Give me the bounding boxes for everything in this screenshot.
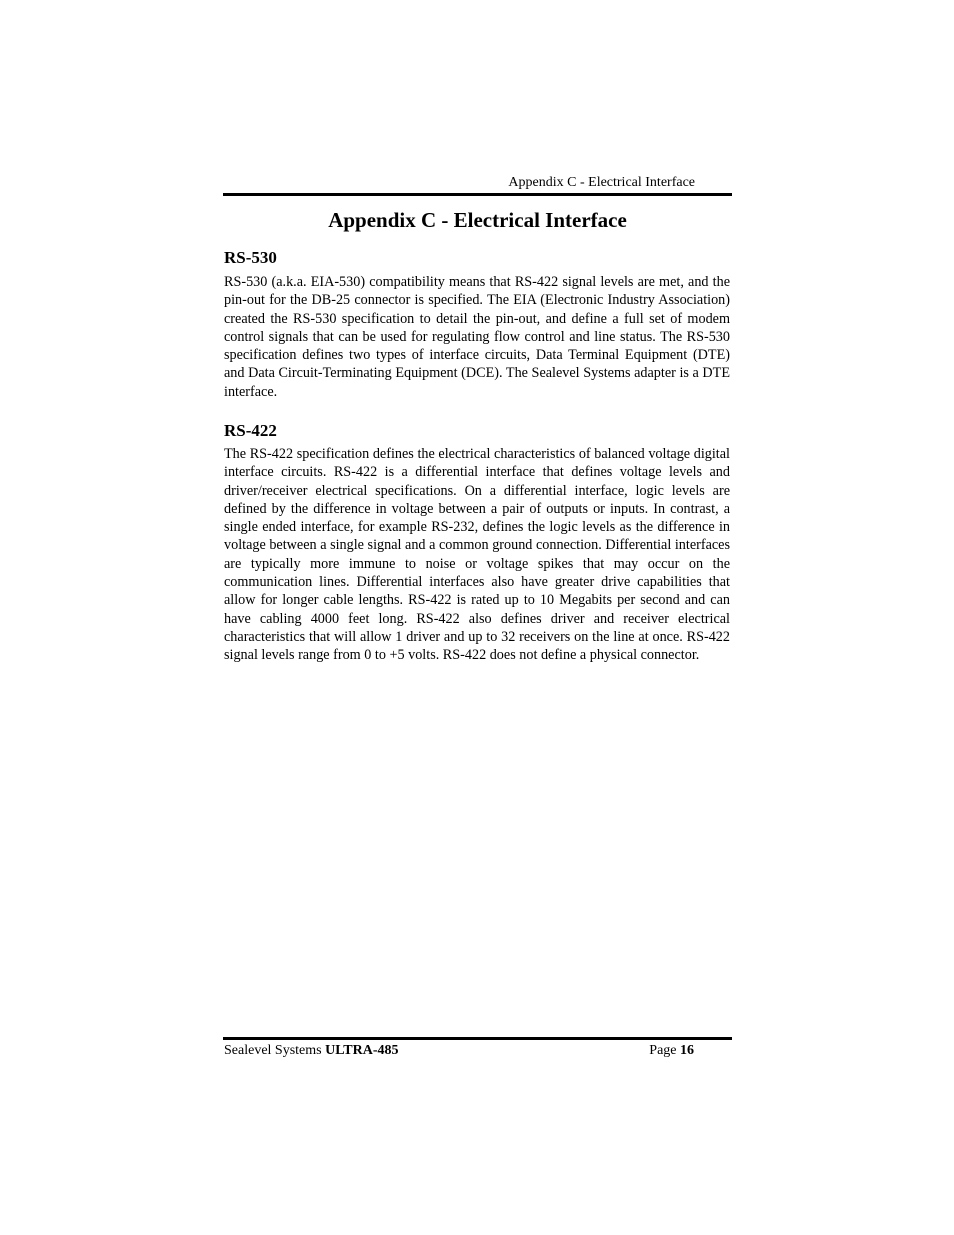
header-rule [223,193,732,196]
document-page [223,0,732,1235]
footer-product [224,1042,399,1060]
footer-product-name: ULTRA-485 [325,1043,399,1058]
footer-rule [223,1037,732,1040]
section-body-rs530: RS-530 (a.k.a. EIA-530) compatibility means that RS-422 signal levels are met, and the pin-out for the DB-25 connector is specified. The EIA (Electronic Industry Association) created the RS-530 specification to detail the pin-out, and define a full set of modem control signals that can be used for regulating flow control and line status. The RS-530 specification defines two types of interface circuits, Data Terminal Equipment (DTE) and Data Circuit-Terminating Equipment (DCE). The Sealevel Systems adapter is a DTE interface. [224,274,730,400]
footer-page-number: 16 [680,1043,694,1058]
page-title: Appendix C - Electrical Interface [328,208,627,232]
page-footer [224,1042,694,1060]
running-header: Appendix C - Electrical Interface [508,175,695,190]
footer-page-label: Page [649,1043,677,1058]
section-body-rs422: The RS-422 specification defines the electrical characteristics of balanced voltage digital interface circuits. RS-422 is a differential interface that defines voltage levels and driver/receiver electrical specifications. On a differential interface, logic levels are defined by the difference in voltage between a pair of outputs or inputs. In contrast, a single ended interface, for example RS-232, defines the logic levels as the difference in voltage between a single signal and a common ground connection. Differential interfaces are typically more immune to noise or voltage spikes that may occur on the communication lines. Differential interfaces also have greater drive capabilities that allow for longer cable lengths. RS-422 is rated up to 10 Megabits per second and can have cabling 4000 feet long. RS-422 also defines driver and receiver electrical characteristics that will allow 1 driver and up to 32 receivers on the line at once. RS-422 signal levels range from 0 to +5 volts. RS-422 does not define a physical connector. [224,446,730,664]
footer-page [649,1042,694,1060]
section-heading-rs422: RS-422 [224,421,277,440]
footer-company: Sealevel Systems [224,1043,322,1058]
section-heading-rs530: RS-530 [224,248,277,267]
